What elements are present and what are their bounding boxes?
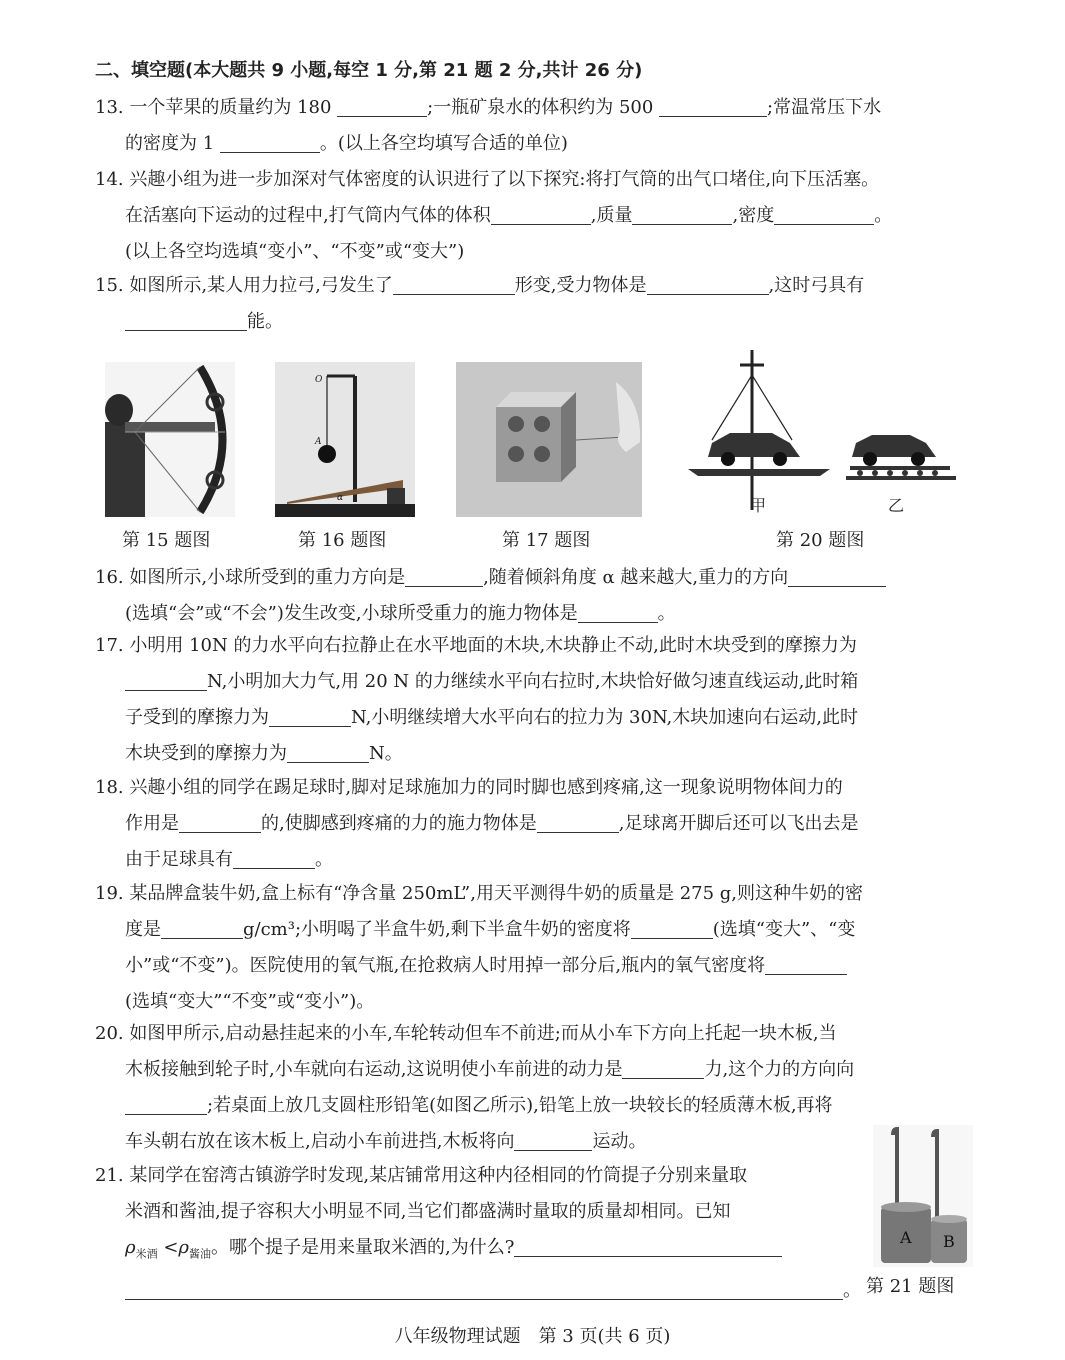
caption-figure-15: 第 15 题图 xyxy=(122,530,211,551)
blank[interactable] xyxy=(179,810,261,833)
question-21: 21. 某同学在窑湾古镇游学时发现,某店铺常用这种内径相同的竹筒提子分别来量取 米酒和酱油,提子容积大小明显不同,当它们都盛满时量取的质量却相同。已知 $\rho_{米酒} <\rho_{酱油}$。哪个提子是用来量取米酒的,为什么? 。 xyxy=(95,1165,861,1301)
answer-line[interactable] xyxy=(125,1277,843,1300)
blank[interactable] xyxy=(125,1092,207,1115)
page-footer: 八年级物理试题 第 3 页(共 6 页) xyxy=(394,1326,671,1347)
question-17: 17. 小明用 10N 的力水平向右拉静止在水平地面的木块,木块静止不动,此时木块受到的摩擦力为 N,小明加大力气,用 20 N 的力继续水平向右拉时,木块恰好做匀速直线运动,此时箱 子受到的摩擦力为 N,小明继续增大水平向右的拉力为 30N,木块加速向右运动,此时 木块受到的摩擦力为 N。 xyxy=(95,635,859,764)
caption-figure-21: 第 21 题图 xyxy=(866,1276,955,1297)
blank[interactable] xyxy=(765,952,847,975)
blank[interactable] xyxy=(269,704,351,727)
label-jia: 甲 xyxy=(750,496,767,515)
figure-20-cars xyxy=(680,345,965,520)
blank[interactable] xyxy=(393,272,515,295)
blank[interactable] xyxy=(622,1056,704,1079)
section-title: 二、填空题(本大题共 9 小题,每空 1 分,第 21 题 2 分,共计 26 分) xyxy=(95,60,643,81)
question-16: 16. 如图所示,小球所受到的重力方向是 ,随着倾斜角度 α 越来越大,重力的方向 (选填“会”或“不会”)发生改变,小球所受重力的施力物体是 。 xyxy=(95,560,975,632)
blank[interactable] xyxy=(233,846,315,869)
blank[interactable] xyxy=(287,740,369,763)
blank[interactable] xyxy=(788,564,886,587)
blank[interactable] xyxy=(537,810,619,833)
question-19: 19. 某品牌盒装牛奶,盒上标有“净含量 250mL”,用天平测得牛奶的质量是 275 g,则这种牛奶的密 度是 g/cm³;小明喝了半盒牛奶,剩下半盒牛奶的密度将 (选填“变大”、“变 小”或“不变”)。医院使用的氧气瓶,在抢救病人时用掉一部分后,瓶内的氧气密度将 (选填“变大”“不变”或“变小”)。 xyxy=(95,883,864,1012)
blank[interactable] xyxy=(161,916,243,939)
label-alpha: α xyxy=(337,493,344,503)
blank[interactable] xyxy=(125,308,247,331)
blank[interactable] xyxy=(631,916,713,939)
blank[interactable] xyxy=(514,1128,592,1151)
question-15: 15. 如图所示,某人用力拉弓,弓发生了 形变,受力物体是 ,这时弓具有 能。 xyxy=(95,268,975,340)
blank[interactable] xyxy=(220,130,320,153)
figure-21-ladles xyxy=(873,1125,973,1267)
figure-15-archer xyxy=(105,362,235,517)
caption-figure-20: 第 20 题图 xyxy=(776,530,865,551)
blank[interactable] xyxy=(491,202,591,225)
blank[interactable] xyxy=(632,202,732,225)
blank[interactable] xyxy=(125,668,207,691)
label-ladle-b: B xyxy=(943,1232,955,1251)
label-yi: 乙 xyxy=(888,496,905,515)
label-a: A xyxy=(315,437,322,447)
label-ladle-a: A xyxy=(900,1228,912,1247)
question-20: 20. 如图甲所示,启动悬挂起来的小车,车轮转动但车不前进;而从小车下方向上托起一块木板,当 木板接触到轮子时,小车就向右运动,这说明使小车前进的动力是 力,这个力的方向向 ;若桌面上放几支圆柱形铅笔(如图乙所示),铅笔上放一块较长的轻质薄木板,再将 车头朝右放在该木板上,启动小车前进挡,木板将向 运动。 xyxy=(95,1023,855,1152)
question-18: 18. 兴趣小组的同学在踢足球时,脚对足球施加力的同时脚也感到疼痛,这一现象说明物体间力的 作用是 的,使脚感到疼痛的力的施力物体是 ,足球离开脚后还可以飞出去是 由于足球具有 。 xyxy=(95,777,859,870)
figure-17-block xyxy=(456,362,642,517)
figure-16-pendulum xyxy=(275,362,415,517)
blank[interactable] xyxy=(337,94,427,117)
blank[interactable] xyxy=(774,202,874,225)
caption-figure-16: 第 16 题图 xyxy=(298,530,387,551)
question-13: 13. 一个苹果的质量约为 180 ;一瓶矿泉水的体积约为 500 ;常温常压下水 的密度为 1 。(以上各空均填写合适的单位) xyxy=(95,90,975,162)
blank[interactable] xyxy=(405,564,483,587)
blank[interactable] xyxy=(514,1234,782,1257)
question-14: 14. 兴趣小组为进一步加深对气体密度的认识进行了以下探究:将打气筒的出气口堵住,向下压活塞。 在活塞向下运动的过程中,打气筒内气体的体积 ,质量 ,密度 。 (以上各空均选填“变小”、“不变”或“变大”) xyxy=(95,169,893,262)
blank[interactable] xyxy=(647,272,769,295)
label-o: O xyxy=(315,375,323,385)
blank[interactable] xyxy=(659,94,767,117)
blank[interactable] xyxy=(578,600,658,623)
caption-figure-17: 第 17 题图 xyxy=(502,530,591,551)
